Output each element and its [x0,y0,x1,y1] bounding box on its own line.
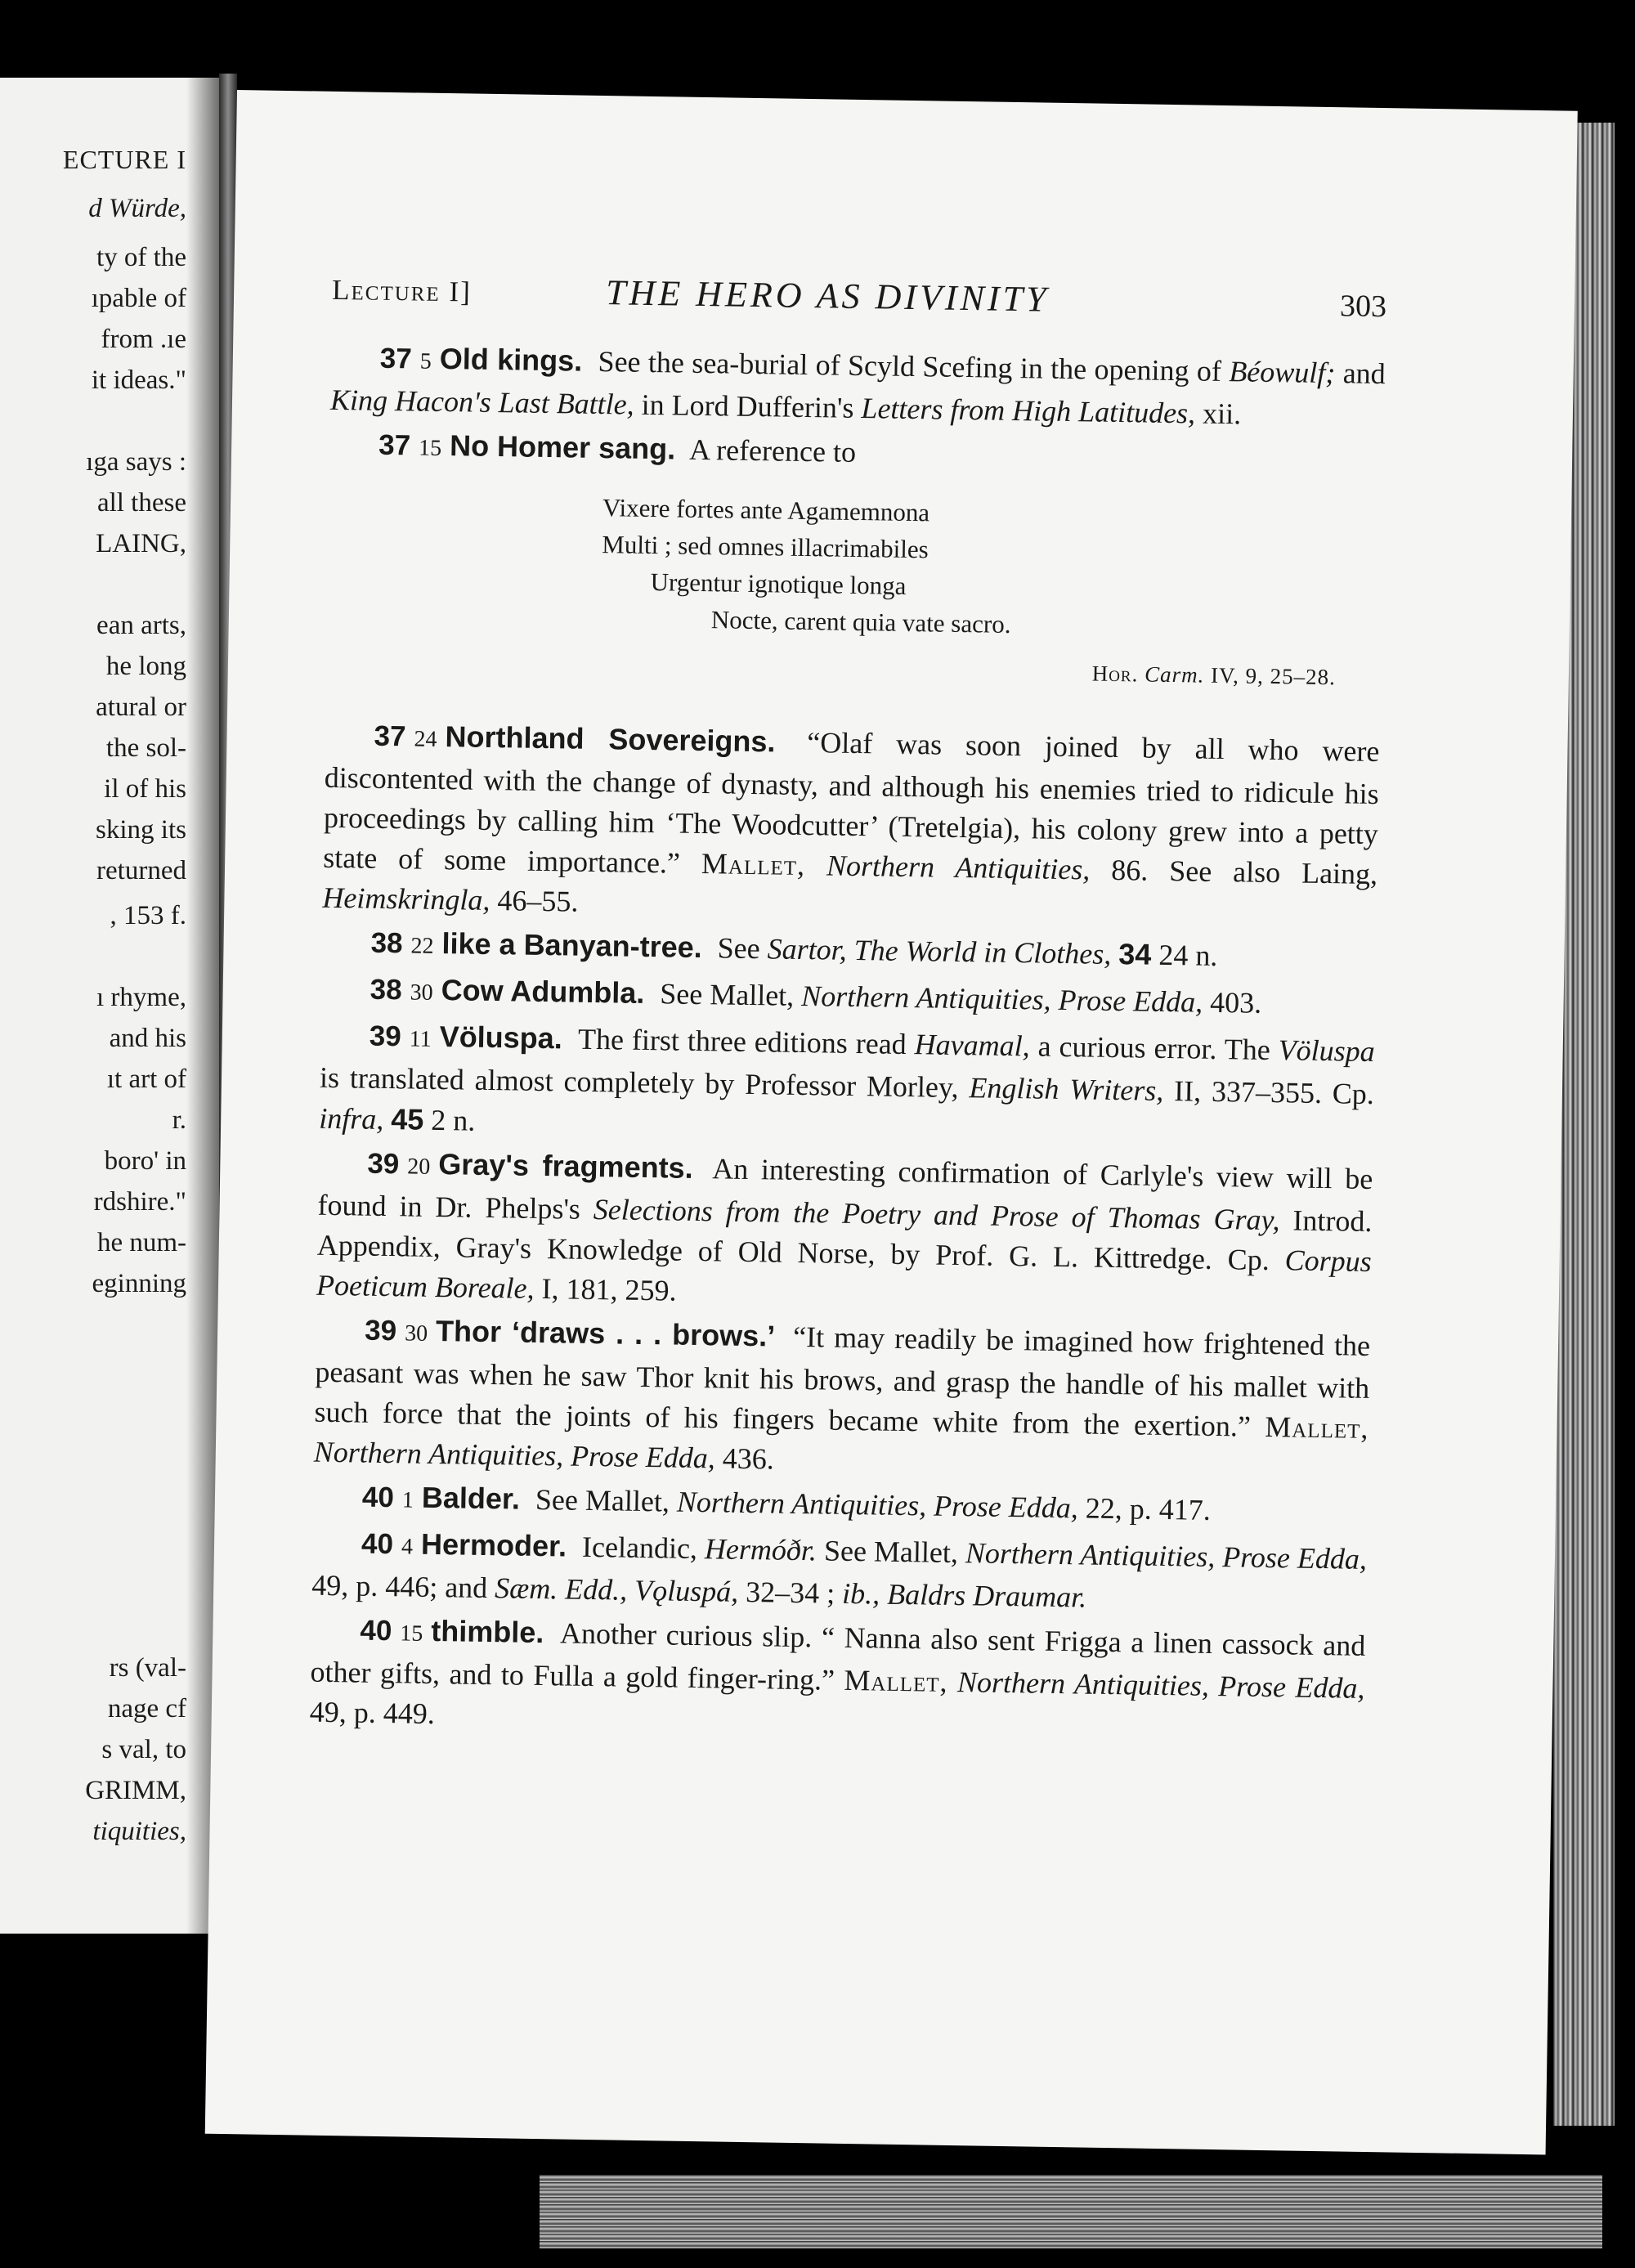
note-line: 15 [400,1620,423,1647]
left-page-line: ıpable of [91,284,186,313]
note-text: Mallet, [1265,1410,1369,1445]
note-entry [316,1142,1373,1322]
note-text: 403. [1202,985,1262,1020]
note-text: in Lord Dufferin's [634,388,862,425]
note-line: 24 [414,726,437,752]
left-page-line: sking its [96,815,186,845]
note-reference [379,429,450,462]
note-text: See [710,931,768,966]
note-text: Heimskringla, [322,881,490,917]
note-text: a curious error. The [1029,1029,1279,1067]
note-keyword: No Homer sang. [449,428,676,466]
note-text: II, 337–355. Cp. [1163,1073,1375,1110]
left-page-line: r. [172,1105,186,1135]
note-entry [319,1015,1375,1155]
note-keyword: Old kings. [439,341,583,378]
note-text: See Mallet, [527,1482,678,1518]
verse-quotation [601,489,1384,648]
note-text: Mallet, [701,847,806,882]
page-edges-bottom [540,2175,1602,2248]
note-text: Sartor, The World in Clothes, [767,932,1112,970]
note-text: Hermóðr. [704,1532,818,1567]
note-text: 86. See also Laing, [1090,853,1378,891]
note-entry [322,715,1380,935]
note-reference [365,1315,437,1347]
note-page: 39 [367,1147,400,1181]
note-text: Northern Antiquities, Prose Edda, [800,979,1203,1019]
note-text: ib., Baldrs Draumar. [841,1576,1087,1614]
note-line: 20 [407,1154,431,1180]
note-text: 32–34 ; [737,1575,843,1610]
note-page: 38 [370,973,402,1006]
left-page-line: LAING, [96,529,186,558]
note-text: I, 181, 259. [534,1271,677,1307]
note-text: 45 [390,1102,424,1136]
left-page-line: , 153 f. [110,901,186,930]
left-page-line: boro' in [104,1146,186,1176]
left-page-line: tiquities, [92,1817,186,1846]
left-page-line: atural or [96,693,186,722]
note-page: 39 [369,1020,402,1053]
left-facing-page [0,78,221,1934]
note-entry [311,1522,1367,1622]
note-entry [309,1609,1365,1749]
note-text: is translated almost completely by Professor Morley, [319,1060,970,1105]
note-text: See the sea-burial of Scyld Scefing in the opening of [589,344,1230,388]
note-keyword: Gray's fragments. [438,1147,693,1185]
page-number: 303 [1339,289,1387,325]
note-keyword: Northland Sovereigns. [445,719,776,759]
note-page: 40 [361,1527,394,1561]
note-text: See Mallet, [816,1534,966,1570]
note-keyword: Balder. [421,1480,521,1516]
note-text: Icelandic, [574,1530,706,1566]
note-line: 30 [404,1320,428,1347]
note-text: and [1335,356,1386,391]
left-page-line: d Würde, [88,194,186,223]
note-text: xii. [1194,397,1242,431]
note-line: 4 [401,1534,414,1560]
left-page-line: ıga says : [86,447,186,477]
note-line: 1 [401,1487,414,1513]
note-text: Corpus Poeticum Boreale, [316,1244,1372,1305]
left-page-line: from .ıe [101,325,186,354]
attribution-ref: IV, 9, 25–28. [1210,662,1337,690]
note-text: Letters from High Latitudes, [861,392,1196,430]
note-page: 39 [364,1314,397,1347]
note-page: 40 [361,1481,395,1514]
left-page-line: il of his [104,774,186,804]
note-page: 38 [370,926,403,960]
note-text: The first three editions read [570,1022,916,1061]
note-page: 37 [378,428,411,462]
note-keyword: like a Banyan-tree. [441,926,703,965]
note-line: 15 [418,435,442,461]
note-text: 49, p. 449. [309,1695,436,1731]
note-reference [370,927,442,960]
note-text: Another curious slip. “ Nanna also sent Frigga a linen cassock and other gifts, and to Fulla a gold finger-ring.” [310,1616,1366,1697]
running-head [332,267,1387,333]
note-text: 34 [1118,937,1152,971]
note-text: English Writers, [969,1071,1164,1107]
note-keyword: thimble. [431,1613,544,1650]
note-text: Northern Antiquities, [826,849,1091,886]
note-line: 5 [419,348,432,374]
left-page-line: rs (val- [109,1653,186,1683]
note-text: 2 n. [423,1103,476,1137]
note-text: Selections from the Poetry and Prose of Thomas Gray, [593,1193,1280,1237]
note-text: Northern Antiquities, Prose Edda, [956,1665,1365,1705]
note-reference [374,720,446,753]
note-text: 22, p. 417. [1077,1491,1212,1526]
left-page-line: returned [96,856,186,885]
attribution-author: Hor. [1091,661,1139,687]
note-page: 37 [379,342,413,375]
left-page-line: rdshire." [93,1187,186,1217]
note-text [947,1665,957,1698]
note-text: Völuspa [1278,1033,1376,1069]
left-page-line: all these [96,488,186,518]
note-text: Northern Antiquities, Prose Edda, [965,1536,1368,1575]
note-text: 49, p. 446; and [311,1568,495,1605]
left-page-line: s val, to [101,1735,186,1764]
left-page-line: ty of the [96,243,186,272]
running-head-title: THE HERO AS DIVINITY [605,272,1050,320]
left-page-line: GRIMM, [85,1776,186,1805]
verse-line: Nocte, carent quia vate sacro. [710,605,1011,639]
main-page [205,90,1578,2154]
left-page-line: it ideas." [91,365,186,395]
left-page-line: ECTURE I [62,145,186,174]
note-reference [370,1020,441,1053]
note-text: Havamal, [914,1028,1030,1063]
running-head-lecture: Lecture I] [331,273,473,308]
left-page-line: the sol- [105,733,186,763]
note-line: 22 [410,933,434,959]
note-text: Mallet, [844,1663,948,1698]
attribution-work: Carm. [1144,661,1205,688]
note-entry [330,337,1386,437]
note-text: A reference to [683,433,857,468]
note-line: 11 [409,1026,432,1052]
note-entry [313,1309,1370,1489]
verse-line: Multi ; sed omnes illacrimabiles [602,530,929,564]
note-text: “Olaf was soon joined by all who were discontented with the change of dynasty, and although his enemies tried to ridicule his proceedings by calling him ‘The Woodcutter’ (Tretelgia), his colony grew into a petty state of some importance.” [322,725,1380,881]
note-text: Béowulf; [1229,355,1336,390]
left-page-line: ean arts, [96,611,186,640]
note-reference [370,974,441,1006]
note-text: Sæm. Edd., Vǫluspá, [494,1571,739,1608]
left-page-line: eginning [92,1269,186,1298]
note-reference [380,343,441,375]
verse-line: Vixere fortes ante Agamemnona [602,493,930,527]
note-keyword: Cow Adumbla. [441,973,645,1010]
note-line: 30 [410,979,433,1006]
note-reference [367,1148,439,1181]
note-reference [362,1481,423,1514]
note-reference [361,1528,422,1561]
note-reference [360,1615,432,1647]
note-text: infra, [318,1101,384,1136]
left-page-line: he num- [96,1228,186,1257]
left-page-line: he long [105,652,186,681]
note-text [805,849,827,881]
note-text: 436. [714,1441,775,1476]
note-text: 24 n. [1151,938,1218,972]
note-keyword: Thor ‘draws . . . brows.’ [435,1314,776,1353]
note-page: 40 [360,1614,392,1647]
note-text: Northern Antiquities, Prose Edda, [313,1435,716,1475]
note-keyword: Hermoder. [420,1526,567,1563]
left-page-line: ıt art of [106,1065,186,1094]
note-text: 46–55. [490,883,579,918]
left-page-line: ı rhyme, [96,983,186,1012]
verse-line: Urgentur ignotique longa [650,567,907,600]
note-text: “It may readily be imagined how frightened the peasant was when he saw Thor knit his brows, and grasp the handle of his mallet with such force that the joints of his fingers became white from the exertion.” [314,1320,1371,1443]
note-text: Introd. Appendix, Gray's Knowledge of Old Norse, by Prof. G. L. Kittredge. Cp. [316,1203,1373,1277]
note-page: 37 [374,719,406,753]
notes-body [309,337,1386,1752]
note-text: An interesting confirmation of Carlyle's view will be found in Dr. Phelps's [317,1152,1373,1226]
note-text: King Hacon's Last Battle, [329,383,635,421]
verse-attribution [326,642,1337,697]
note-text: See Mallet, [652,977,802,1012]
note-text: Northern Antiquities, Prose Edda, [676,1485,1079,1525]
note-keyword: Völuspa. [439,1020,563,1056]
left-page-line: and his [109,1024,186,1053]
left-page-line: nage cf [107,1694,186,1723]
